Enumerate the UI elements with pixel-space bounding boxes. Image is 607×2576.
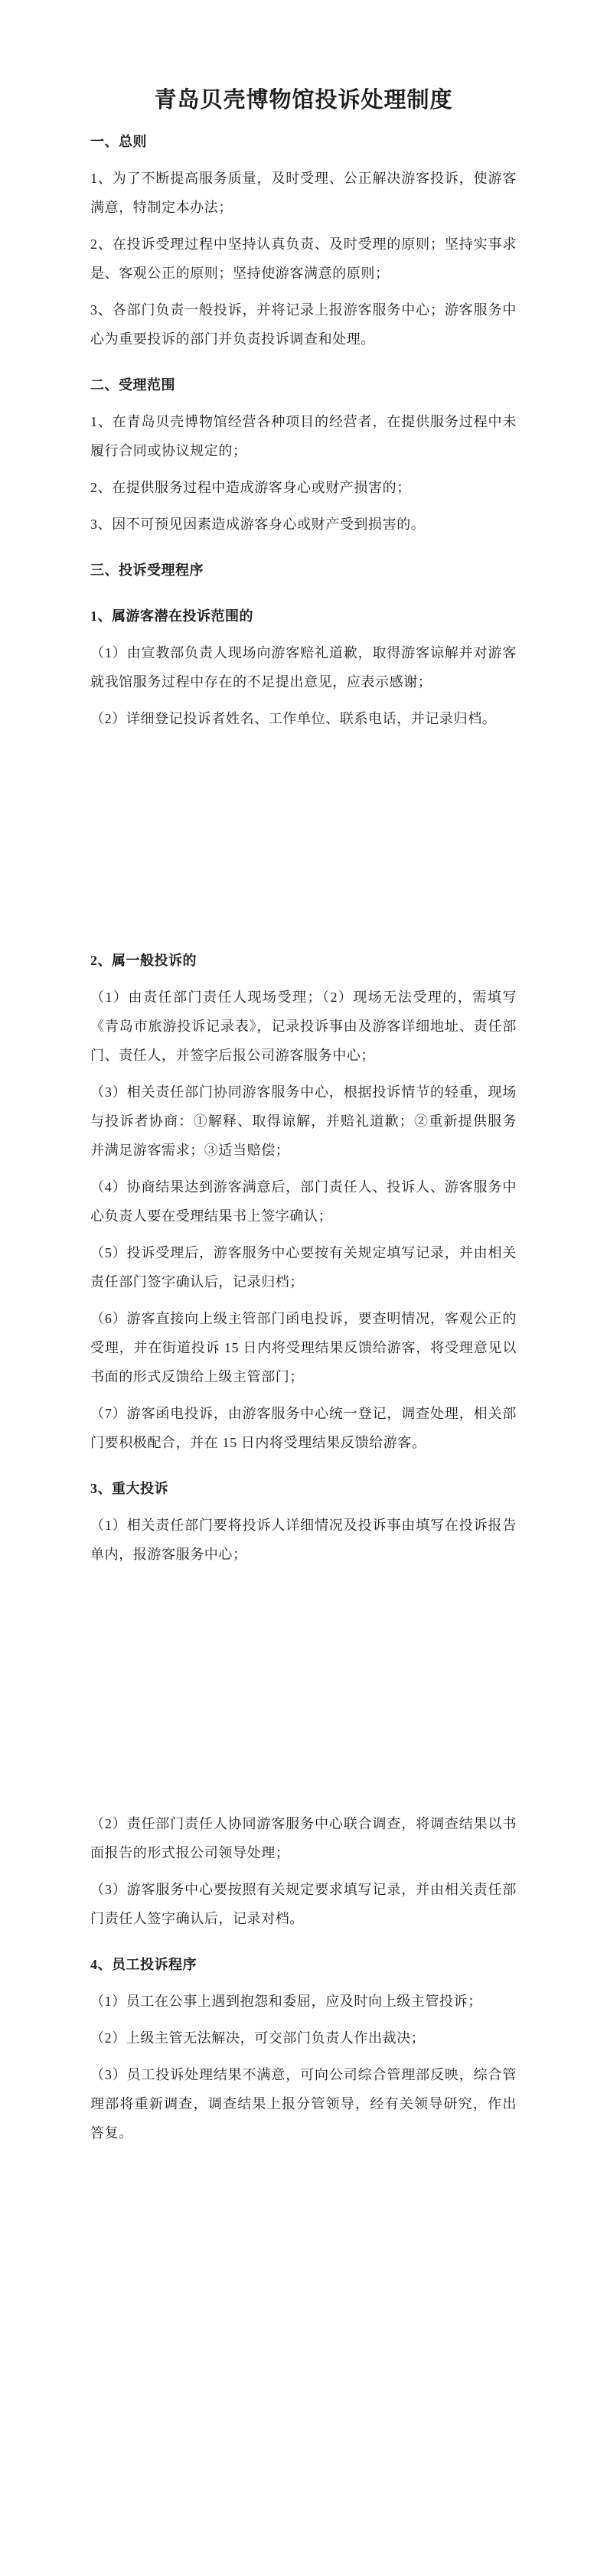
paragraph: （1）由宣教部负责人现场向游客赔礼道歉，取得游客谅解并对游客就我馆服务过程中存在的不足提出意见，应表示感谢； <box>90 645 517 690</box>
subheading-ordinary-complaints: 2、属一般投诉的 <box>90 953 197 968</box>
paragraph: （6）游客直接向上级主管部门函电投诉，要查明情况，客观公正的受理，并在街道投诉 15 日内将受理结果反馈给游客，将受理意见以书面的形式反馈给上级主管部门； <box>90 1311 517 1384</box>
paragraph: （3）相关责任部门协同游客服务中心，根据投诉情节的轻重，现场与投诉者协商：①解释、取得谅解，并赔礼道歉；②重新提供服务并满足游客需求；③适当赔偿； <box>90 1084 517 1158</box>
subheading-major-complaints: 3、重大投诉 <box>90 1481 168 1496</box>
document-title: 青岛贝壳博物馆投诉处理制度 <box>154 88 453 112</box>
paragraph: 2、在投诉受理过程中坚持认真负责、及时受理的原则；坚持实事求是、客观公正的原则；坚持使游客满意的原则； <box>90 236 517 281</box>
section-heading-scope: 二、受理范围 <box>90 377 175 393</box>
paragraph: （1）由责任部门责任人现场受理；（2）现场无法受理的，需填写《青岛市旅游投诉记录表》，记录投诉事由及游客详细地址、责任部门、责任人，并签字后报公司游客服务中心； <box>90 990 517 1063</box>
paragraph: 1、为了不断提高服务质量，及时受理、公正解决游客投诉，使游客满意，特制定本办法； <box>90 171 517 215</box>
paragraph: 2、在提供服务过程中造成游客身心或财产损害的； <box>90 480 411 495</box>
page-break-gap <box>90 741 561 937</box>
paragraph: 3、各部门负责一般投诉，并将记录上报游客服务中心；游客服务中心为重要投诉的部门并负责投诉调查和处理。 <box>90 302 517 347</box>
paragraph: （7）游客函电投诉，由游客服务中心统一登记，调查处理，相关部门要积极配合，并在 15 日内将受理结果反馈给游客。 <box>90 1406 517 1450</box>
paragraph: （1）相关责任部门要将投诉人详细情况及投诉事由填写在投诉报告单内，报游客服务中心； <box>90 1518 517 1562</box>
paragraph: （2）详细登记投诉者姓名、工作单位、联系电话，并记录归档。 <box>90 711 497 726</box>
subheading-potential-complaints: 1、属游客潜在投诉范围的 <box>90 608 253 624</box>
section-heading-general: 一、总则 <box>90 134 147 149</box>
paragraph: （2）责任部门责任人协同游客服务中心联合调查，将调查结果以书面报告的形式报公司领导处理； <box>90 1816 517 1860</box>
subheading-employee-complaints: 4、员工投诉程序 <box>90 1957 197 1972</box>
paragraph: （2）上级主管无法解决，可交部门负责人作出裁决； <box>90 2030 426 2046</box>
page-break-gap <box>90 1577 561 1809</box>
paragraph: 3、因不可预见因素造成游客身心或财产受到损害的。 <box>90 517 426 532</box>
paragraph: （3）游客服务中心要按照有关规定要求填写记录，并由相关责任部门责任人签字确认后，记录对档。 <box>90 1882 517 1926</box>
section-heading-procedure: 三、投诉受理程序 <box>90 562 204 578</box>
paragraph: （3）员工投诉处理结果不满意，可向公司综合管理部反映，综合管理部将重新调查，调查结果上报分管领导，经有关领导研究，作出答复。 <box>90 2067 517 2141</box>
paragraph: （1）员工在公事上遇到抱怨和委屈，应及时向上级主管投诉； <box>90 1994 482 2009</box>
paragraph: （5）投诉受理后，游客服务中心要按有关规定填写记录，并由相关责任部门签字确认后，记录归档； <box>90 1245 517 1290</box>
paragraph: （4）协商结果达到游客满意后，部门责任人、投诉人、游客服务中心负责人要在受理结果书上签字确认； <box>90 1179 517 1224</box>
paragraph: 1、在青岛贝壳博物馆经营各种项目的经营者，在提供服务过程中未履行合同或协议规定的； <box>90 414 517 458</box>
